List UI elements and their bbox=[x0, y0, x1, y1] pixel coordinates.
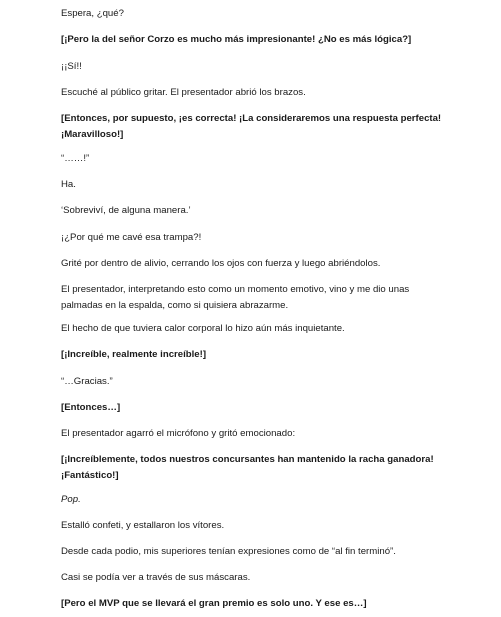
paragraph-22: [Pero el MVP que se llevará el gran premio es solo uno. Y ese es…] bbox=[61, 598, 367, 609]
paragraph-20: Desde cada podio, mis superiores tenían expresiones como de “al fin terminó”. bbox=[61, 546, 396, 557]
paragraph-8: ‘Sobreviví, de alguna manera.’ bbox=[61, 205, 191, 216]
paragraph-13: [¡Increíble, realmente increíble!] bbox=[61, 349, 207, 360]
paragraph-10: Grité por dentro de alivio, cerrando los ojos con fuerza y luego abriéndolos. bbox=[61, 258, 381, 269]
paragraph-2: [¡Pero la del señor Corzo es mucho más impresionante! ¿No es más lógica?] bbox=[61, 34, 412, 45]
paragraph-18: Pop. bbox=[61, 494, 81, 505]
paragraph-21: Casi se podía ver a través de sus máscaras. bbox=[61, 572, 251, 583]
paragraph-11: El presentador, interpretando esto como un momento emotivo, vino y me dio unas palmadas en la espalda, como si quisiera abrazarme. bbox=[61, 284, 410, 311]
paragraph-14: “…Gracias.” bbox=[61, 376, 113, 387]
paragraph-17: [¡Increíblemente, todos nuestros concursantes han mantenido la racha ganadora! ¡Fantástico!] bbox=[61, 454, 434, 481]
paragraph-7: Ha. bbox=[61, 179, 76, 190]
paragraph-5: [Entonces, por supuesto, ¡es correcta! ¡La consideraremos una respuesta perfecta! ¡Maravilloso!] bbox=[61, 113, 442, 140]
paragraph-6: “……!” bbox=[61, 153, 90, 164]
paragraph-16: El presentador agarró el micrófono y gritó emocionado: bbox=[61, 428, 296, 439]
paragraph-19: Estalló confeti, y estallaron los vítores. bbox=[61, 520, 225, 531]
paragraph-3: ¡¡Sí!! bbox=[61, 61, 82, 72]
paragraph-9: ¡¿Por qué me cavé esa trampa?! bbox=[61, 232, 202, 243]
paragraph-15: [Entonces…] bbox=[61, 402, 121, 413]
paragraph-12: El hecho de que tuviera calor corporal lo hizo aún más inquietante. bbox=[61, 323, 345, 334]
paragraph-4: Escuché al público gritar. El presentador abrió los brazos. bbox=[61, 87, 306, 98]
paragraph-1: Espera, ¿qué? bbox=[61, 8, 124, 19]
